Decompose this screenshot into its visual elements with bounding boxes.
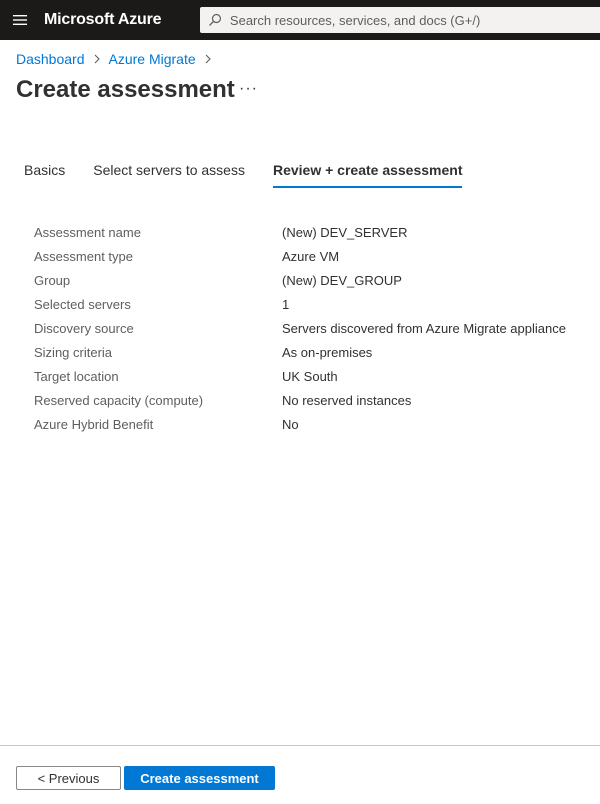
summary-value: Azure VM: [282, 248, 340, 264]
summary-label: Selected servers: [34, 296, 131, 312]
summary-row: [34, 412, 566, 436]
summary-row: [34, 220, 566, 244]
page-title: Create assessment: [16, 76, 235, 103]
breadcrumb: [16, 51, 220, 67]
chevron-right-icon: [93, 53, 101, 65]
summary-value: Servers discovered from Azure Migrate appliance: [282, 320, 566, 336]
summary-value: No: [282, 416, 299, 432]
summary-row: [34, 244, 566, 268]
summary-value: (New) DEV_SERVER: [282, 224, 408, 240]
summary-row: [34, 340, 566, 364]
summary-label: Target location: [34, 368, 119, 384]
tab-select-servers[interactable]: Select servers to assess: [93, 162, 245, 178]
summary-value: 1: [282, 296, 290, 312]
summary-row: [34, 292, 566, 316]
hamburger-menu-icon[interactable]: [0, 0, 40, 40]
previous-button[interactable]: < Previous: [16, 766, 121, 790]
summary-row: [34, 316, 566, 340]
summary-row: [34, 364, 566, 388]
summary-row: [34, 388, 566, 412]
summary-row: [34, 268, 566, 292]
summary-label: Discovery source: [34, 320, 134, 336]
search-input[interactable]: [228, 12, 600, 29]
search-icon: [208, 13, 222, 27]
summary-label: Assessment name: [34, 224, 141, 240]
summary-label: Sizing criteria: [34, 344, 113, 360]
summary-label: Assessment type: [34, 248, 133, 264]
summary-label: Reserved capacity (compute): [34, 392, 204, 408]
assessment-summary: [34, 220, 566, 436]
create-assessment-button[interactable]: Create assessment: [124, 766, 275, 790]
global-search[interactable]: [200, 7, 600, 33]
summary-value: UK South: [282, 368, 338, 384]
tab-review-create[interactable]: Review + create assessment: [273, 162, 463, 188]
wizard-tabs: [24, 162, 462, 188]
footer-divider: [0, 745, 600, 746]
summary-value: As on-premises: [282, 344, 373, 360]
summary-label: Azure Hybrid Benefit: [34, 416, 154, 432]
summary-label: Group: [34, 272, 71, 288]
tab-basics[interactable]: Basics: [24, 162, 66, 178]
more-options-icon[interactable]: ···: [239, 80, 258, 97]
breadcrumb-azure-migrate-link[interactable]: Azure Migrate: [108, 51, 196, 67]
chevron-right-icon: [204, 53, 212, 65]
breadcrumb-dashboard-link[interactable]: Dashboard: [16, 51, 85, 67]
top-bar: [0, 0, 600, 40]
summary-value: (New) DEV_GROUP: [282, 272, 402, 288]
summary-value: No reserved instances: [282, 392, 412, 408]
brand-title[interactable]: Microsoft Azure: [44, 11, 162, 28]
